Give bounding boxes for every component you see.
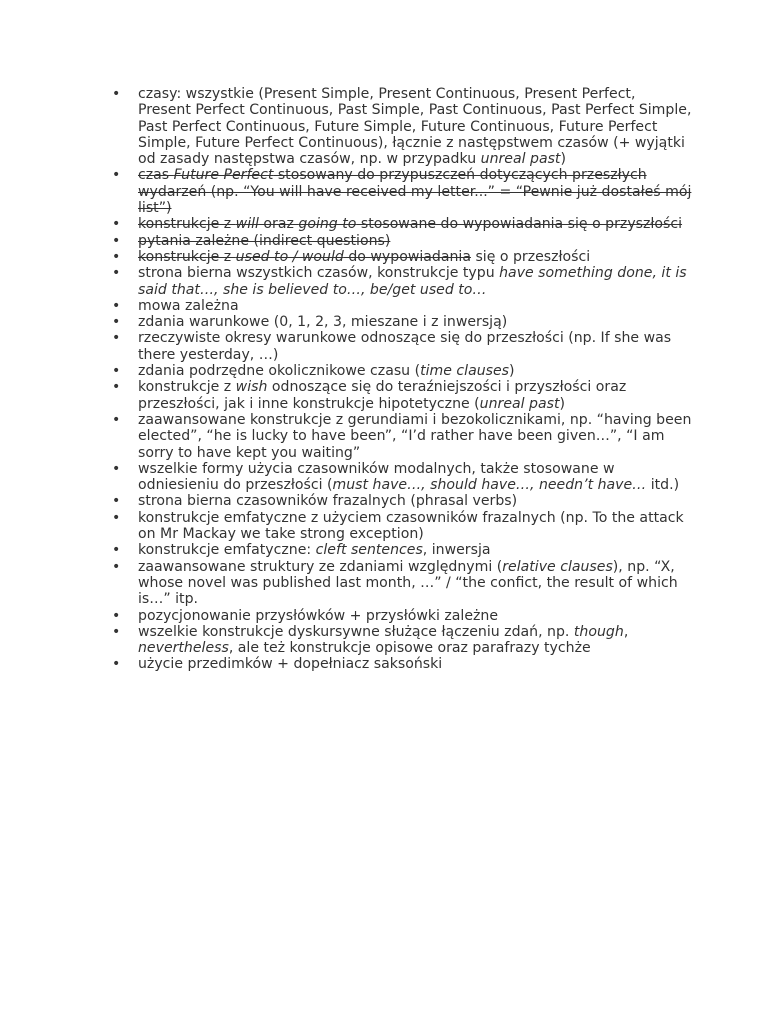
list-item-text xyxy=(138,379,626,411)
bullet-icon: • xyxy=(112,216,121,233)
text-run: stosowane do wypowiadania się o przyszłości xyxy=(356,216,683,233)
bullet-icon: • xyxy=(112,558,121,575)
text-run: oraz xyxy=(258,216,299,233)
list-item xyxy=(112,461,692,494)
list-item-text xyxy=(138,86,691,167)
bullet-icon: • xyxy=(112,607,121,624)
text-run: zdania warunkowe (0, 1, 2, 3, mieszane i z inwersją) xyxy=(138,314,508,331)
list-item xyxy=(112,493,692,509)
list-item xyxy=(112,314,692,330)
text-run: pytania zależne (indirect questions) xyxy=(138,232,391,249)
bullet-icon: • xyxy=(112,542,121,559)
text-run: użycie przedimków + dopełniacz saksoński xyxy=(138,656,443,673)
list-item xyxy=(112,363,692,379)
list-item xyxy=(112,167,692,216)
bullet-icon: • xyxy=(112,232,121,249)
bullet-icon: • xyxy=(112,265,121,282)
list-item-text xyxy=(138,314,507,330)
bullet-icon: • xyxy=(112,86,121,102)
italic-term: Future Perfect xyxy=(173,167,274,184)
text-run: czas xyxy=(138,167,174,184)
text-run: mowa zależna xyxy=(138,297,239,314)
text-run: zaawansowane konstrukcje z gerundiami i bezokolicznikami, np. “having been elected”, “he is lucky to have been”, “I’d rather have been given…”, “I am sorry to have kept you waiting” xyxy=(138,411,692,461)
list-item xyxy=(112,298,692,314)
italic-term: though xyxy=(573,623,624,640)
list-item-text xyxy=(138,249,590,265)
bullet-icon: • xyxy=(112,167,121,184)
italic-term: unreal past xyxy=(479,395,560,412)
bullet-icon: • xyxy=(112,330,121,347)
list-item-text xyxy=(138,216,682,232)
text-run: konstrukcje z xyxy=(138,216,236,233)
text-run: ) xyxy=(559,395,565,412)
italic-term: will xyxy=(235,216,259,233)
list-item xyxy=(112,656,692,672)
list-item-text xyxy=(138,624,628,656)
list-item xyxy=(112,510,692,543)
list-item xyxy=(112,559,692,608)
text-run: , ale też konstrukcje opisowe oraz parafrazy tychże xyxy=(228,640,591,657)
list-item-text xyxy=(138,510,684,542)
italic-term: cleft sentences xyxy=(315,542,423,559)
bullet-icon: • xyxy=(112,509,121,526)
list-item-text xyxy=(138,559,678,608)
list-item-text xyxy=(138,608,498,624)
italic-term: relative clauses xyxy=(502,558,613,575)
text-run: rzeczywiste okresy warunkowe odnoszące się do przeszłości (np. If she was there yesterday, …) xyxy=(138,330,672,363)
list-item-text xyxy=(138,233,390,249)
italic-term: have something done, it is said that…, she is believed to…, be/get used to… xyxy=(138,265,687,298)
text-run: , xyxy=(623,623,629,640)
text-run: , inwersja xyxy=(422,542,491,559)
bullet-icon: • xyxy=(112,314,121,331)
italic-term: going to xyxy=(298,216,357,233)
bullet-icon: • xyxy=(112,411,121,428)
text-run: się o przeszłości xyxy=(470,248,591,265)
italic-term: must have…, should have…, needn’t have… xyxy=(332,477,647,494)
italic-term: time clauses xyxy=(420,363,510,380)
text-run: ), np. “X, whose novel was published last month, …” / “the confict, the result of which is…” itp. xyxy=(138,558,678,608)
italic-term: wish xyxy=(235,379,268,396)
text-run: czasy: wszystkie (Present Simple, Present Continuous, Present Perfect, Present Perfect Continuous, Past Simple, Past Continuous, Past Perfect Simple, Past Perfect Continuous, Future Simple, Future Continuous, Future Perfect Simple, Future Perfect Continuous), łącznie z następstwem czasów (+ wyjątki od zasady następstwa czasów, np. w przypadku xyxy=(138,86,692,168)
list-item-text xyxy=(138,412,691,461)
text-run: konstrukcje z xyxy=(138,248,236,265)
bullet-icon: • xyxy=(112,623,121,640)
bullet-icon: • xyxy=(112,379,121,396)
bullet-icon: • xyxy=(112,363,121,380)
list-item xyxy=(112,330,692,363)
text-run: itd.) xyxy=(646,477,680,494)
text-run: strona bierna czasowników frazalnych (phrasal verbs) xyxy=(138,493,518,510)
text-run: zdania podrzędne okolicznikowe czasu ( xyxy=(138,363,421,380)
text-run: ) xyxy=(509,363,515,380)
list-item xyxy=(112,216,692,232)
text-run: strona bierna wszystkich czasów, konstrukcje typu xyxy=(138,265,500,282)
list-item xyxy=(112,412,692,461)
bullet-icon: • xyxy=(112,297,121,314)
list-item xyxy=(112,233,692,249)
italic-term: used to / would xyxy=(235,248,344,265)
list-item xyxy=(112,379,692,412)
list-item-text xyxy=(138,656,442,672)
list-item-text xyxy=(138,493,517,509)
text-run: do wypowiadania xyxy=(343,248,471,265)
text-run: wszelkie formy użycia czasowników modalnych, także stosowane w odniesieniu do przeszłości ( xyxy=(138,460,615,494)
italic-term: nevertheless xyxy=(138,640,229,657)
list-item xyxy=(112,542,692,558)
list-item-text xyxy=(138,461,679,493)
list-item xyxy=(112,249,692,265)
list-item xyxy=(112,608,692,624)
text-run: ) xyxy=(560,151,566,168)
text-run: pozycjonowanie przysłówków + przysłówki zależne xyxy=(138,607,499,624)
list-item-text xyxy=(138,363,515,379)
list-item-text xyxy=(138,265,687,297)
text-run: konstrukcje emfatyczne z użyciem czasowników frazalnych (np. To the attack on Mr Mackay we take strong exception) xyxy=(138,509,684,543)
bullet-icon: • xyxy=(112,493,121,510)
list-item-text xyxy=(138,542,491,558)
bullet-icon: • xyxy=(112,460,121,477)
italic-term: unreal past xyxy=(480,151,561,168)
list-item-text xyxy=(138,167,691,216)
text-run: stosowany do przypuszczeń dotyczących przeszłych wydarzeń (np. “You will have received my letter...” = “Pewnie już dostałeś mój list”) xyxy=(138,167,692,217)
text-run: konstrukcje z xyxy=(138,379,236,396)
list-item xyxy=(112,265,692,298)
text-run: konstrukcje emfatyczne: xyxy=(138,542,316,559)
bullet-icon: • xyxy=(112,656,121,673)
list-item-text xyxy=(138,298,239,314)
text-run: zaawansowane struktury ze zdaniami względnymi ( xyxy=(138,558,503,575)
list-item xyxy=(112,624,692,657)
list-item xyxy=(112,86,692,167)
grammar-topic-list xyxy=(112,86,692,673)
text-run: odnoszące się do teraźniejszości i przyszłości oraz przeszłości, jak i inne konstrukcje hipotetyczne ( xyxy=(138,379,627,412)
list-item-text xyxy=(138,330,671,362)
text-run: wszelkie konstrukcje dyskursywne służące łączeniu zdań, np. xyxy=(138,623,574,640)
bullet-icon: • xyxy=(112,248,121,265)
